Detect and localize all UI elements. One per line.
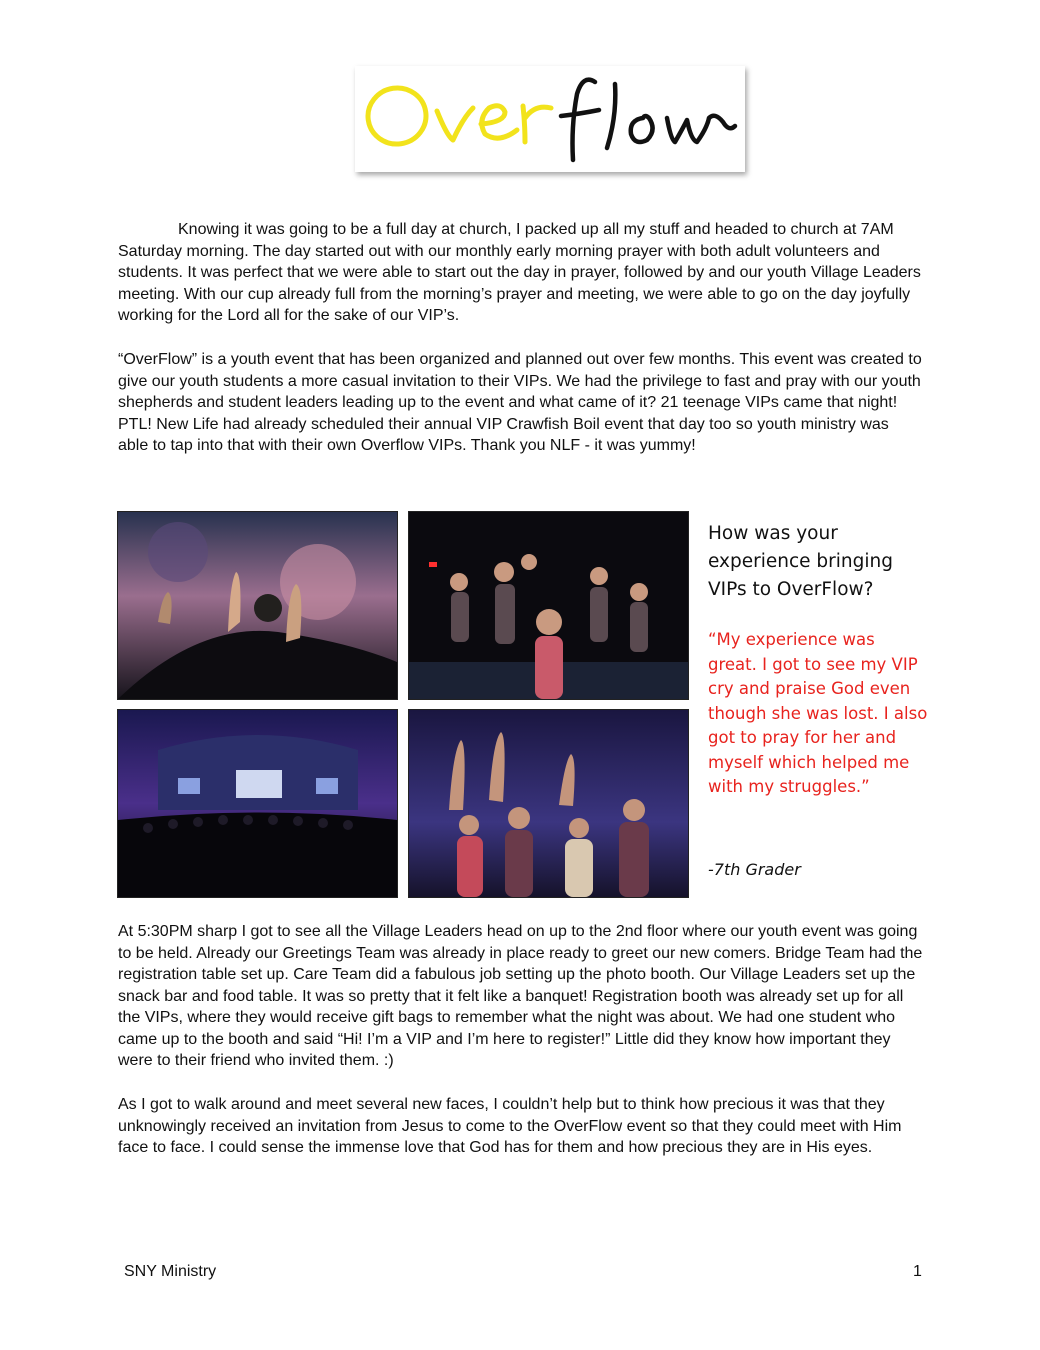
sidebar-question: How was your experience bringing VIPs to OverFlow? (708, 523, 893, 600)
overflow-logo-icon (355, 66, 745, 172)
reflection-paragraph: As I got to walk around and meet several new faces, I couldn’t help but to think how precious it was that they unknowingly received an invitation from Jesus to come to the OverFlow event so that they could meet with Him face to face. I could sense the immense love that God has for them and how precious they are in His eyes. (118, 1096, 902, 1156)
overflow-logo (355, 66, 745, 172)
sidebar-quote: “My experience was great. I got to see my VIP cry and praise God even though she was lost. I also got to pray for her and myself which helped me with my struggles.” (708, 630, 928, 796)
auditorium-stage-photo-icon (118, 710, 397, 897)
raised-hands-photo (117, 511, 398, 700)
footer-organization: SNY Ministry (124, 1263, 217, 1280)
jumping-crowd-photo-icon (409, 512, 688, 699)
quote-attribution: -7th Grader (708, 860, 801, 879)
worship-crowd-photo (408, 709, 689, 898)
jumping-crowd-photo (408, 511, 689, 700)
evening-paragraph: At 5:30PM sharp I got to see all the Village Leaders head on up to the 2nd floor where our youth event was going to be held. Already our Greetings Team was already in place ready to greet our new comers. Bridge Team had the registration table set up. Care Team did a fabulous job setting up the photo booth. Our Village Leaders set up the snack bar and food table. It was so pretty that it felt like a banquet! Registration booth was already set up for all the VIPs, where they would receive gift bags to remember what the night was about. We had one student who came up to the booth and said “Hi! I’m a VIP and I’m here to register!” Little did they know how important they were to their friend who invited them. :) (118, 923, 923, 1069)
worship-crowd-photo-icon (409, 710, 688, 897)
page-number: 1 (913, 1263, 922, 1280)
raised-hands-photo-icon (118, 512, 397, 699)
event-description-paragraph: “OverFlow” is a youth event that has been organized and planned out over few months. This event was created to give our youth students a more casual invitation to their VIPs. We had the privilege to fast and pray with our youth shepherds and student leaders leading up to the event and what came of it? 21 teenage VIPs came that night! PTL! New Life had already scheduled their annual VIP Crawfish Boil event that day too so youth ministry was able to tap into that with their own Overflow VIPs. Thank you NLF - it was yummy! (118, 351, 922, 454)
intro-paragraph: Knowing it was going to be a full day at church, I packed up all my stuff and headed to church at 7AM Saturday morning. The day started out with our monthly early morning prayer with both adult volunteers and students. It was perfect that we were able to start out the day in prayer, followed by and our youth Village Leaders meeting. With our cup already full from the morning’s prayer and meeting, we were able to go on the day joyfully working for the Lord all for the sake of our VIP’s. (118, 221, 921, 324)
auditorium-stage-photo (117, 709, 398, 898)
